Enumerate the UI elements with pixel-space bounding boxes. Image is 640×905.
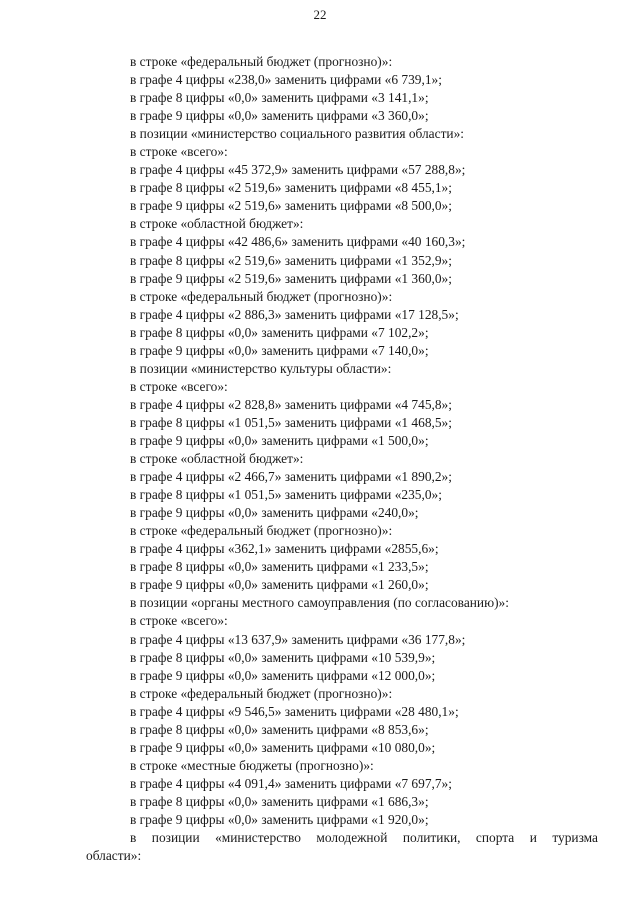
text-line: в графе 9 цифры «0,0» заменить цифрами «1 500,0»; bbox=[130, 432, 429, 448]
text-line: в строке «федеральный бюджет (прогнозно)»: bbox=[130, 54, 393, 69]
text-line: в графе 9 цифры «0,0» заменить цифрами «10 080,0»; bbox=[130, 739, 436, 755]
text-line: в строке «федеральный бюджет (прогнозно)»: bbox=[130, 523, 393, 539]
text-line: в графе 4 цифры «13 637,9» заменить цифрами «36 177,8»; bbox=[130, 631, 466, 647]
text-line: в графе 8 цифры «0,0» заменить цифрами «10 539,9»; bbox=[130, 649, 436, 665]
text-line: в графе 4 цифры «9 546,5» заменить цифрами «28 480,1»; bbox=[130, 703, 459, 719]
final-paragraph-line: в позиции «министерство молодежной политики, спорта и туризма bbox=[130, 830, 598, 846]
text-line: в графе 9 цифры «0,0» заменить цифрами «1 920,0»; bbox=[130, 811, 429, 827]
text-line: в графе 4 цифры «2 828,8» заменить цифрами «4 745,8»; bbox=[130, 396, 452, 412]
text-line: в графе 9 цифры «2 519,6» заменить цифрами «8 500,0»; bbox=[130, 198, 452, 214]
document-body bbox=[86, 53, 598, 865]
text-line: в графе 8 цифры «0,0» заменить цифрами «1 686,3»; bbox=[130, 793, 429, 809]
text-line: в строке «всего»: bbox=[130, 144, 228, 160]
text-line: в позиции «органы местного самоуправления (по согласованию)»: bbox=[130, 595, 509, 611]
text-line: в графе 8 цифры «2 519,6» заменить цифрами «8 455,1»; bbox=[130, 180, 452, 196]
text-line: в графе 8 цифры «0,0» заменить цифрами «3 141,1»; bbox=[130, 90, 429, 106]
text-line: в графе 9 цифры «0,0» заменить цифрами «12 000,0»; bbox=[130, 667, 436, 683]
text-line: в строке «федеральный бюджет (прогнозно)»: bbox=[130, 288, 393, 304]
text-line: в графе 9 цифры «0,0» заменить цифрами «1 260,0»; bbox=[130, 577, 429, 593]
final-paragraph-continuation: области»: bbox=[86, 848, 142, 864]
text-line: в позиции «министерство культуры области»: bbox=[130, 360, 392, 376]
text-line: в строке «федеральный бюджет (прогнозно)»: bbox=[130, 685, 393, 701]
text-line: в графе 8 цифры «1 051,5» заменить цифрами «235,0»; bbox=[130, 487, 442, 503]
text-line: в графе 8 цифры «0,0» заменить цифрами «1 233,5»; bbox=[130, 559, 429, 575]
text-line: в графе 4 цифры «238,0» заменить цифрами «6 739,1»; bbox=[130, 72, 442, 88]
text-line: в строке «местные бюджеты (прогнозно)»: bbox=[130, 757, 374, 773]
text-line: в графе 4 цифры «2 886,3» заменить цифрами «17 128,5»; bbox=[130, 306, 459, 322]
text-line: в графе 4 цифры «2 466,7» заменить цифрами «1 890,2»; bbox=[130, 469, 452, 485]
text-line: в строке «областной бюджет»: bbox=[130, 451, 304, 467]
text-line: в графе 9 цифры «0,0» заменить цифрами «240,0»; bbox=[130, 505, 419, 521]
page-number: 22 bbox=[313, 7, 327, 22]
text-line: в графе 4 цифры «362,1» заменить цифрами «2855,6»; bbox=[130, 541, 439, 557]
text-line: в строке «всего»: bbox=[130, 613, 228, 629]
text-line: в строке «областной бюджет»: bbox=[130, 216, 304, 232]
text-line: в графе 4 цифры «42 486,6» заменить цифрами «40 160,3»; bbox=[130, 234, 466, 250]
text-line: в графе 8 цифры «0,0» заменить цифрами «7 102,2»; bbox=[130, 324, 429, 340]
text-line: в графе 8 цифры «2 519,6» заменить цифрами «1 352,9»; bbox=[130, 252, 452, 268]
text-line: в графе 9 цифры «2 519,6» заменить цифрами «1 360,0»; bbox=[130, 270, 452, 286]
text-line: в графе 8 цифры «1 051,5» заменить цифрами «1 468,5»; bbox=[130, 414, 452, 430]
text-line: в графе 9 цифры «0,0» заменить цифрами «3 360,0»; bbox=[130, 108, 429, 124]
text-line: в графе 8 цифры «0,0» заменить цифрами «8 853,6»; bbox=[130, 721, 429, 737]
text-line: в позиции «министерство социального развития области»: bbox=[130, 126, 465, 142]
text-line: в графе 9 цифры «0,0» заменить цифрами «7 140,0»; bbox=[130, 342, 429, 358]
text-line: в строке «всего»: bbox=[130, 378, 228, 394]
text-line: в графе 4 цифры «45 372,9» заменить цифрами «57 288,8»; bbox=[130, 162, 466, 178]
text-line: в графе 4 цифры «4 091,4» заменить цифрами «7 697,7»; bbox=[130, 775, 452, 791]
